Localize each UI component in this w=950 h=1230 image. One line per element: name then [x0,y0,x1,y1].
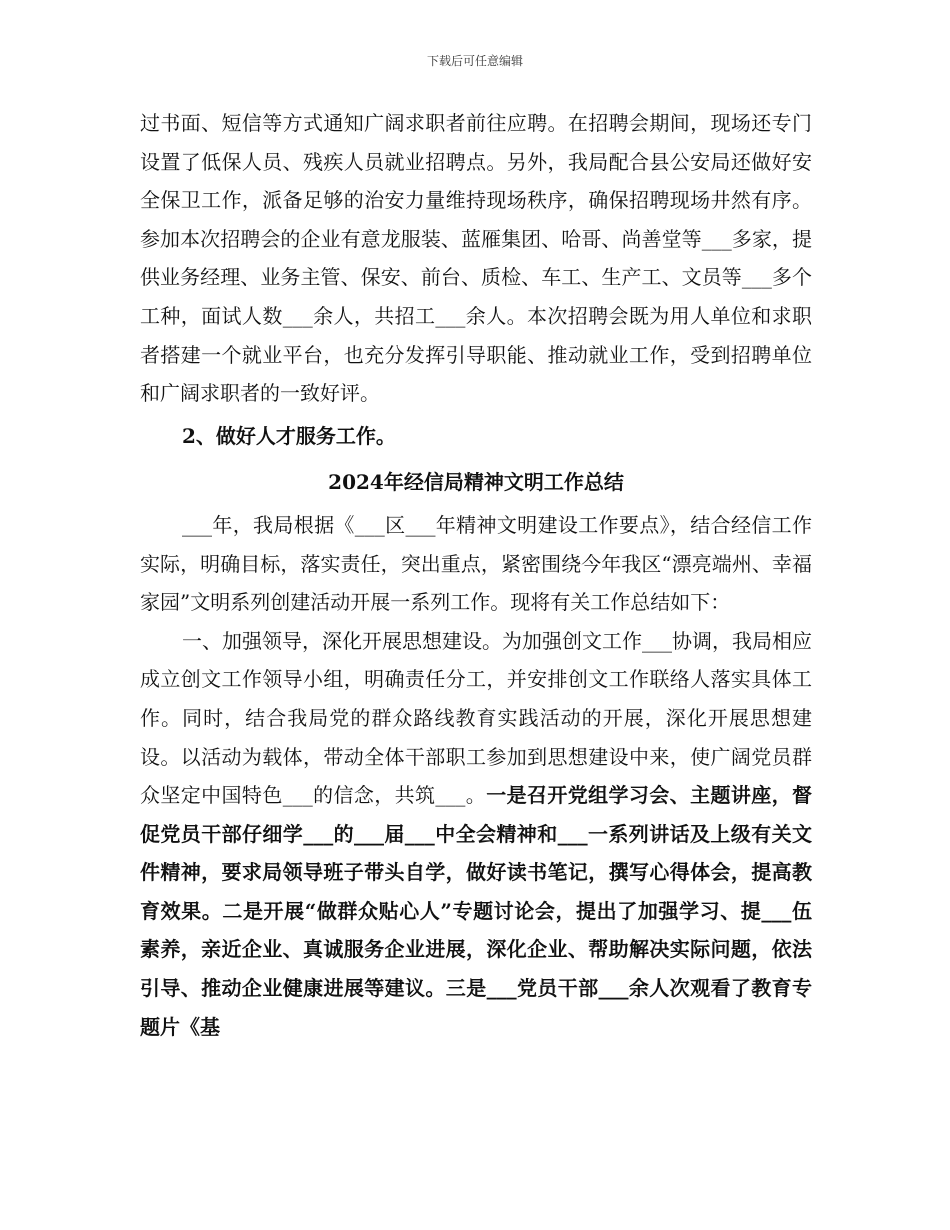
document-body [140,104,812,1046]
paragraph-intro: ___年，我局根据《___区___年精神文明建设工作要点》，结合经信工作实际，明确目标，落实责任，突出重点，紧密围绕今年我区“漂亮端州、幸福家园”文明系列创建活动开展一系列工作。现将有关工作总结如下： [140,512,812,615]
paragraph-leadership [140,622,812,1047]
paragraph-leadership-bold: 一是召开党组学习会、主题讲座，督促党员干部仔细学___的___届___中全会精神和___一系列讲话及上级有关文件精神，要求局领导班子带头自学，做好读书笔记，撰写心得体会，提高教育效果。二是开展“做群众贴心人”专题讨论会，提出了加强学习、提___伍素养，亲近企业、真诚服务企业进展，深化企业、帮助解决实际问题，依法引导、推动企业健康进展等建议。三是___党员干部___余人次观看了教育专题片《基 [140,783,813,1039]
paragraph-leadership-normal: 一、加强领导，深化开展思想建设。为加强创文工作___协调，我局相应成立创文工作领导小组，明确责任分工，并安排创文工作联络人落实具体工作。同时，结合我局党的群众路线教育实践活动的开展，深化开展思想建设。以活动为载体，带动全体干部职工参加到思想建设中来，使广阔党员群众坚定中国特色___的信念，共筑___。 [140,628,812,808]
document-title: 2024年经信局精神文明工作总结 [328,470,624,495]
paragraph-recruitment: 过书面、短信等方式通知广阔求职者前往应聘。在招聘会期间，现场还专门设置了低保人员、残疾人员就业招聘点。另外，我局配合县公安局还做好安全保卫工作，派备足够的治安力量维持现场秩序，确保招聘现场井然有序。参加本次招聘会的企业有意龙服装、蓝雁集团、哈哥、尚善堂等___多家，提供业务经理、业务主管、保安、前台、质检、车工、生产工、文员等___多个工种，面试人数___余人，共招工___余人。本次招聘会既为用人单位和求职者搭建一个就业平台，也充分发挥引导职能、推动就业工作，受到招聘单位和广阔求职者的一致好评。 [140,111,812,406]
section-heading-talent-service: 2、做好人才服务工作。 [182,423,396,448]
page-header: 下载后可任意编辑 [426,54,523,68]
